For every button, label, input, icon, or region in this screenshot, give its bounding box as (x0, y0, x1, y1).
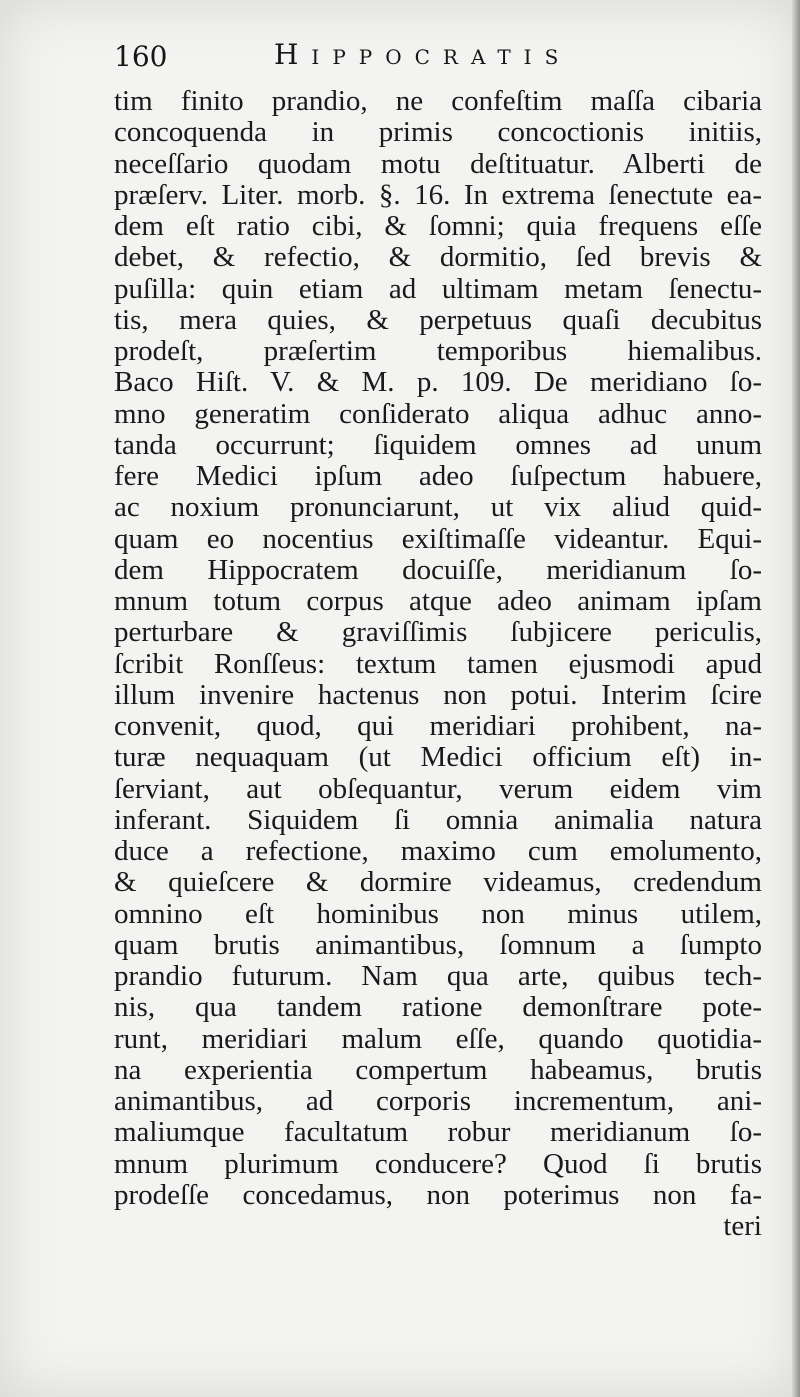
text-line: ſcribit Ronſſeus: textum tamen ejusmodi apud (114, 647, 762, 680)
text-line: mnum plurimum conducere? Quod ſi brutis (114, 1147, 762, 1180)
text-line: prodeſſe concedamus, non poterimus non fa- (114, 1178, 762, 1211)
text-line: turæ nequaquam (ut Medici officium eſt) in- (114, 741, 762, 774)
page-number: 160 (114, 40, 168, 73)
text-line: mnum totum corpus atque adeo animam ipſam (114, 585, 762, 617)
text-line: na experientia compertum habeamus, brutis (114, 1053, 762, 1086)
text-line: quam eo nocentius exiſtimaſſe videantur. Equi- (114, 522, 762, 555)
text-line: puſilla: quin etiam ad ultimam metam ſenectu- (114, 272, 762, 305)
text-line: animantibus, ad corporis incrementum, ani- (114, 1085, 762, 1117)
text-line: Baco Hiſt. V. & M. p. 109. De meridiano ſo- (114, 366, 762, 399)
text-line: runt, meridiari malum eſſe, quando quotidia- (114, 1022, 762, 1055)
text-line: mno generatim conſiderato aliqua adhuc anno- (114, 397, 762, 430)
text-line: perturbare & graviſſimis ſubjicere periculis, (114, 616, 762, 649)
text-line: nis, qua tandem ratione demonſtrare pote- (114, 991, 762, 1024)
text-line: fere Medici ipſum adeo ſuſpectum habuere, (114, 460, 762, 492)
text-line: convenit, quod, qui meridiari prohibent, na- (114, 710, 762, 742)
running-head: Hippocratis (274, 38, 572, 71)
text-line: concoquenda in primis concoctionis initiis, (114, 116, 762, 149)
text-line: quam brutis animantibus, ſomnum a ſumpto (114, 928, 762, 961)
catchword: teri (723, 1210, 762, 1242)
text-line: inferant. Siquidem ſi omnia animalia natura (114, 803, 762, 836)
text-line: præſerv. Liter. morb. §. 16. In extrema ſenectute ea- (114, 178, 762, 211)
text-line: prodeſt, præſertim temporibus hiemalibus. (114, 335, 762, 367)
text-line: & quieſcere & dormire videamus, credendum (114, 866, 762, 899)
text-line: debet, & refectio, & dormitio, ſed brevis & (114, 241, 762, 274)
text-line: dem Hippocratem docuiſſe, meridianum ſo- (114, 553, 762, 586)
body-text (114, 86, 762, 1242)
page-header (114, 34, 764, 74)
text-line: dem eſt ratio cibi, & ſomni; quia frequens eſſe (114, 210, 762, 242)
text-line: omnino eſt hominibus non minus utilem, (114, 897, 762, 930)
text-line: ſerviant, aut obſequantur, verum eidem vim (114, 772, 762, 805)
text-line: tis, mera quies, & perpetuus quaſi decubitus (114, 303, 762, 336)
text-line: illum invenire hactenus non potui. Interim ſcire (114, 678, 762, 711)
text-line: prandio futurum. Nam qua arte, quibus tech- (114, 960, 762, 992)
text-line: maliumque facultatum robur meridianum ſo- (114, 1116, 762, 1149)
text-line: ac noxium pronunciarunt, ut vix aliud quid- (114, 491, 762, 524)
text-line: tim finito prandio, ne confeſtim maſſa cibaria (114, 85, 762, 117)
page-edge-shadow (792, 0, 800, 1397)
text-line: duce a refectione, maximo cum emolumento, (114, 835, 762, 867)
text-line: tanda occurrunt; ſiquidem omnes ad unum (114, 428, 762, 461)
text-line: neceſſario quodam motu deſtituatur. Alberti de (114, 147, 762, 180)
